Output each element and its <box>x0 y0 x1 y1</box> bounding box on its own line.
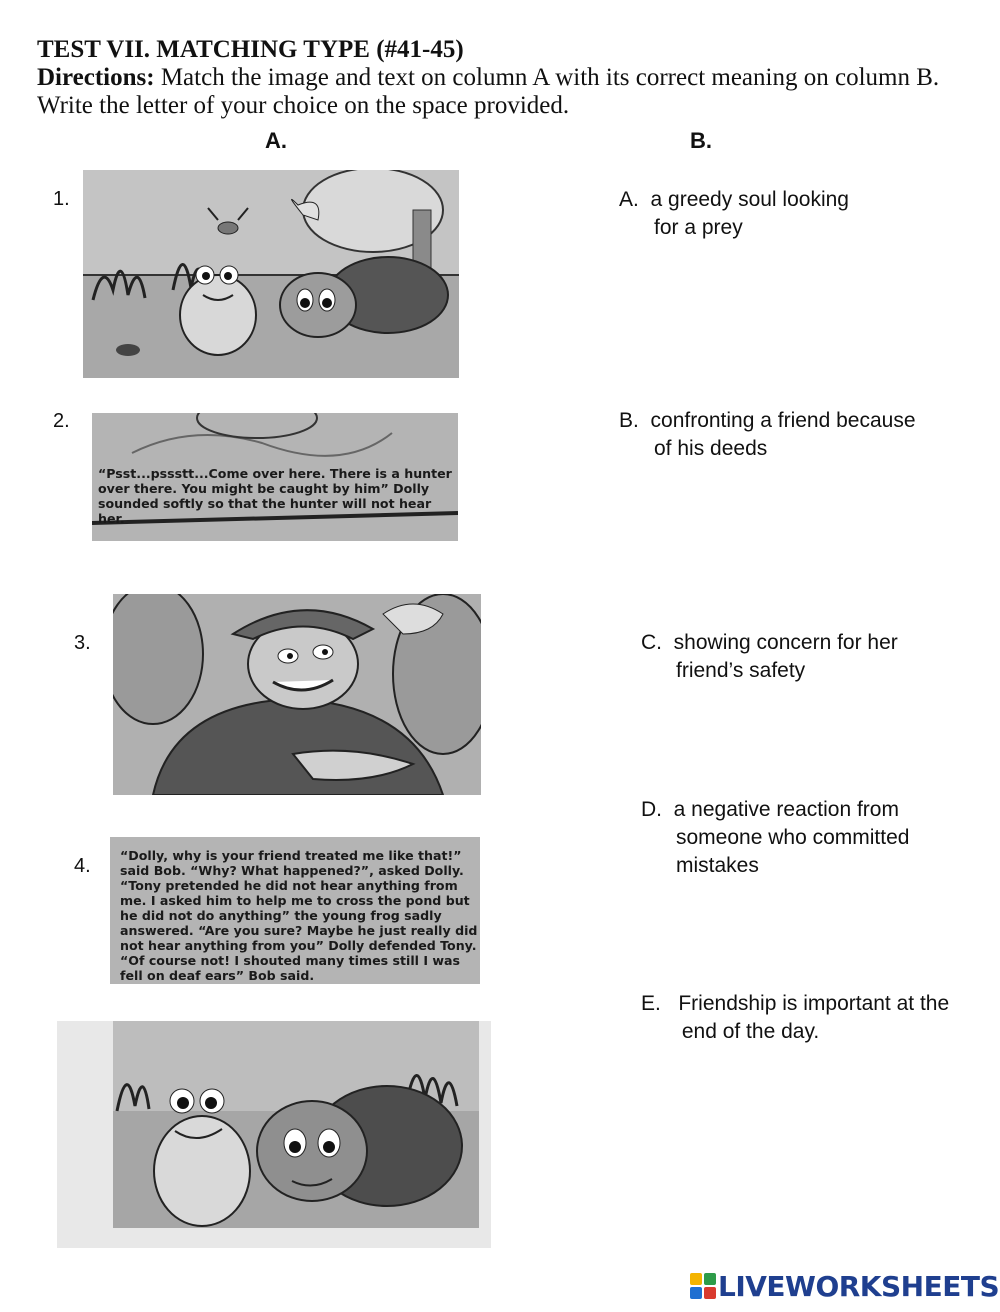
column-b-heading: B. <box>690 128 712 153</box>
image-frog-and-turtle <box>57 1021 491 1248</box>
item-number-1: 1. <box>53 188 70 210</box>
item-number-3: 3. <box>74 632 91 654</box>
page-title: TEST VII. MATCHING TYPE (#41-45) <box>37 36 464 63</box>
directions-label: Directions: <box>37 64 155 91</box>
directions-text: Match the image and text on column A with its correct meaning on column B. Write the letter of your choice on the space provided. <box>37 64 940 119</box>
choice-d: D. a negative reaction from someone who committed mistakes <box>641 798 910 877</box>
directions <box>37 64 987 120</box>
choice-c: C. showing concern for her friend’s safety <box>641 631 898 682</box>
image-hunter <box>113 594 481 795</box>
choice-b: B. confronting a friend because of his deeds <box>619 409 916 460</box>
image-story-panel-4 <box>110 837 480 984</box>
liveworksheets-logo[interactable] <box>690 1268 999 1304</box>
liveworksheets-logo-icon <box>690 1273 716 1299</box>
column-a-heading: A. <box>265 128 287 153</box>
choice-a: A. a greedy soul looking for a prey <box>619 188 849 239</box>
logo-text: LIVEWORKSHEETS <box>718 1269 1000 1303</box>
choice-e: E. Friendship is important at the end of the day. <box>641 992 950 1043</box>
image-frog-turtle-insects <box>83 170 459 378</box>
story-text-2: “Psst...pssstt...Come over here. There is a hunter over there. You might be caught by him” Dolly sounded softly so that the hunter will not hear her. <box>98 466 452 526</box>
image-story-panel-2 <box>92 413 458 541</box>
story-text-4: “Dolly, why is your friend treated me like that!” said Bob. “Why? What happened?”, asked Dolly. “Tony pretended he did not hear anything from me. I asked him to help me to cross the pond but he did not do anything” the young frog sadly answered. “Are you sure? Maybe he just really did not hear anything from you” Dolly defended Tony. “Of course not! I shouted many times still I was fell on deaf ears” Bob said. <box>120 848 478 983</box>
item-number-2: 2. <box>53 410 70 432</box>
item-number-4: 4. <box>74 855 91 877</box>
